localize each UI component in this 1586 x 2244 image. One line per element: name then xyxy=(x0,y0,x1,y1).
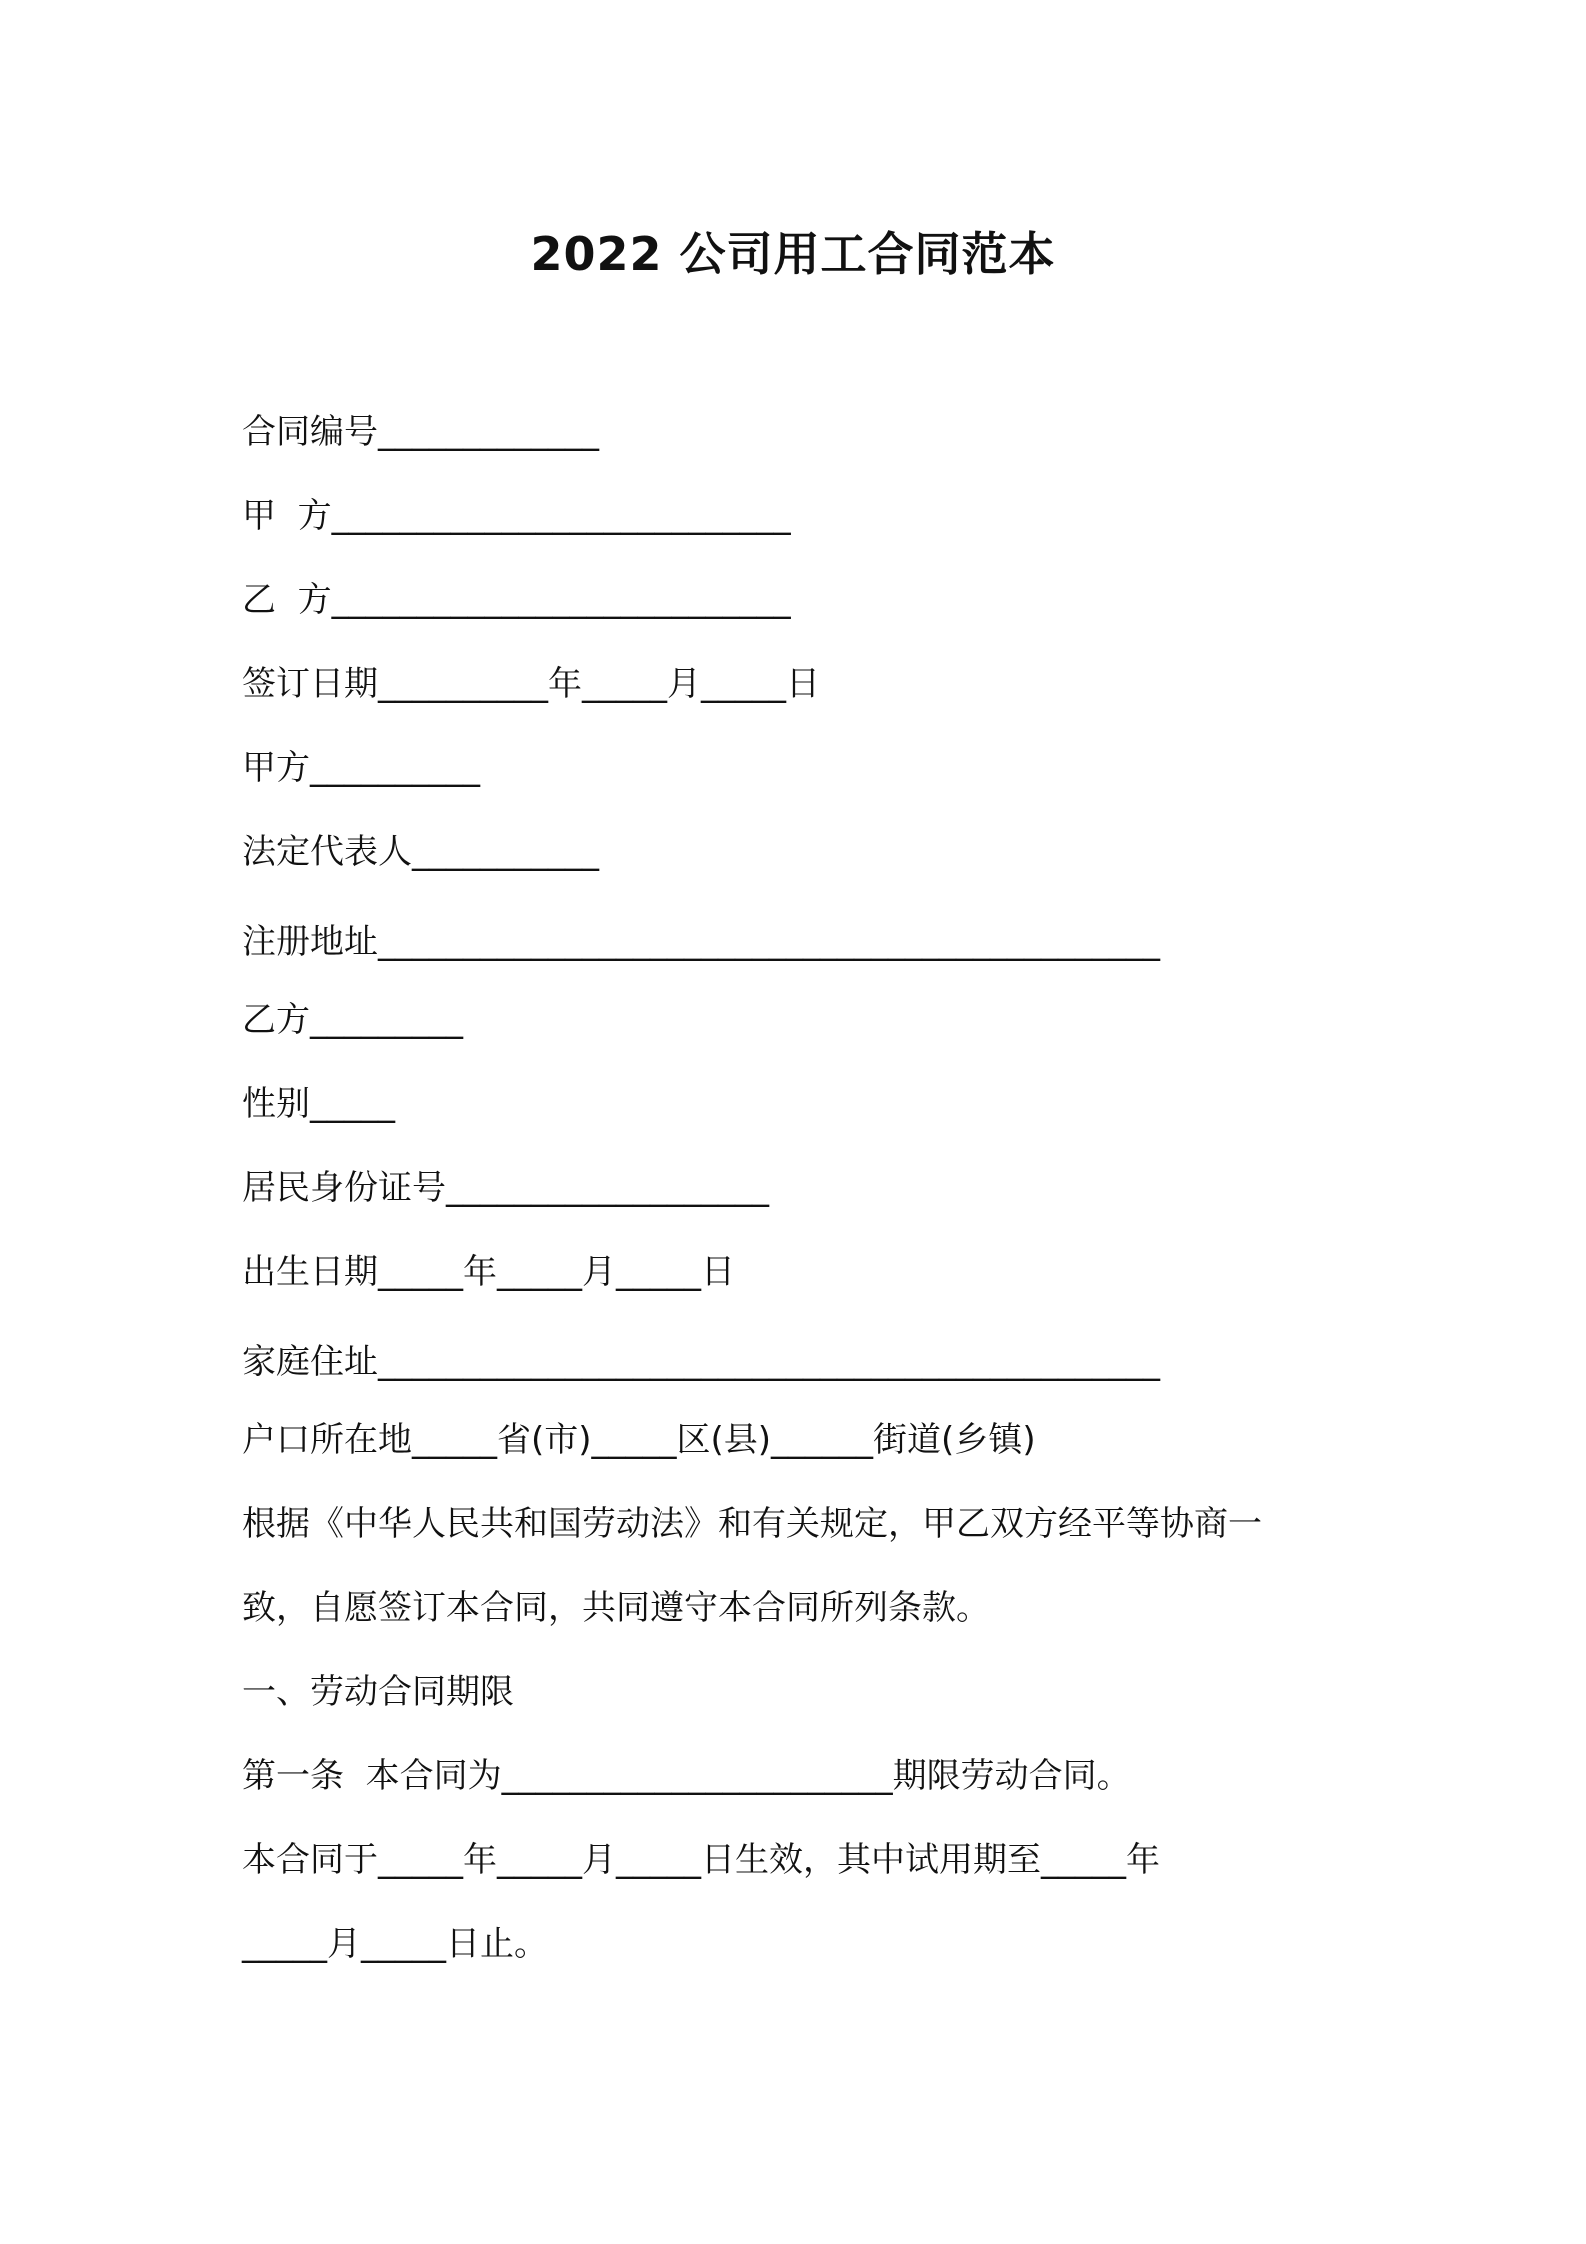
id-number-line: 居民身份证号___________________ xyxy=(242,1168,769,1208)
party-a-line: 甲 方___________________________ xyxy=(242,496,791,536)
document-title: 2022 公司用工合同范本 xyxy=(530,227,1056,281)
legal-representative-line: 法定代表人___________ xyxy=(242,832,599,872)
party-b-line: 乙 方___________________________ xyxy=(242,580,791,620)
preamble-line-2: 致，自愿签订本合同，共同遵守本合同所列条款。 xyxy=(242,1588,990,1628)
registered-address-line: 注册地址______________________________________________ xyxy=(242,922,1160,962)
contract-number-line: 合同编号_____________ xyxy=(242,412,599,452)
household-registration-line: 户口所在地_____省(市)_____区(县)______街道(乡镇) xyxy=(242,1420,1036,1460)
party-a-name-line: 甲方__________ xyxy=(242,748,480,788)
article-1-line: 第一条 本合同为_______________________期限劳动合同。 xyxy=(242,1756,1131,1796)
preamble-line-1: 根据《中华人民共和国劳动法》和有关规定，甲乙双方经平等协商一 xyxy=(242,1504,1262,1544)
home-address-line: 家庭住址______________________________________________ xyxy=(242,1342,1160,1382)
gender-line: 性别_____ xyxy=(242,1084,395,1124)
effective-date-line: 本合同于_____年_____月_____日生效，其中试用期至_____年 xyxy=(242,1840,1160,1880)
signing-date-line: 签订日期__________年_____月_____日 xyxy=(242,664,820,704)
probation-end-line: _____月_____日止。 xyxy=(242,1924,548,1964)
section-heading-contract-term: 一、劳动合同期限 xyxy=(242,1672,514,1712)
birth-date-line: 出生日期_____年_____月_____日 xyxy=(242,1252,735,1292)
party-b-name-line: 乙方_________ xyxy=(242,1000,463,1040)
